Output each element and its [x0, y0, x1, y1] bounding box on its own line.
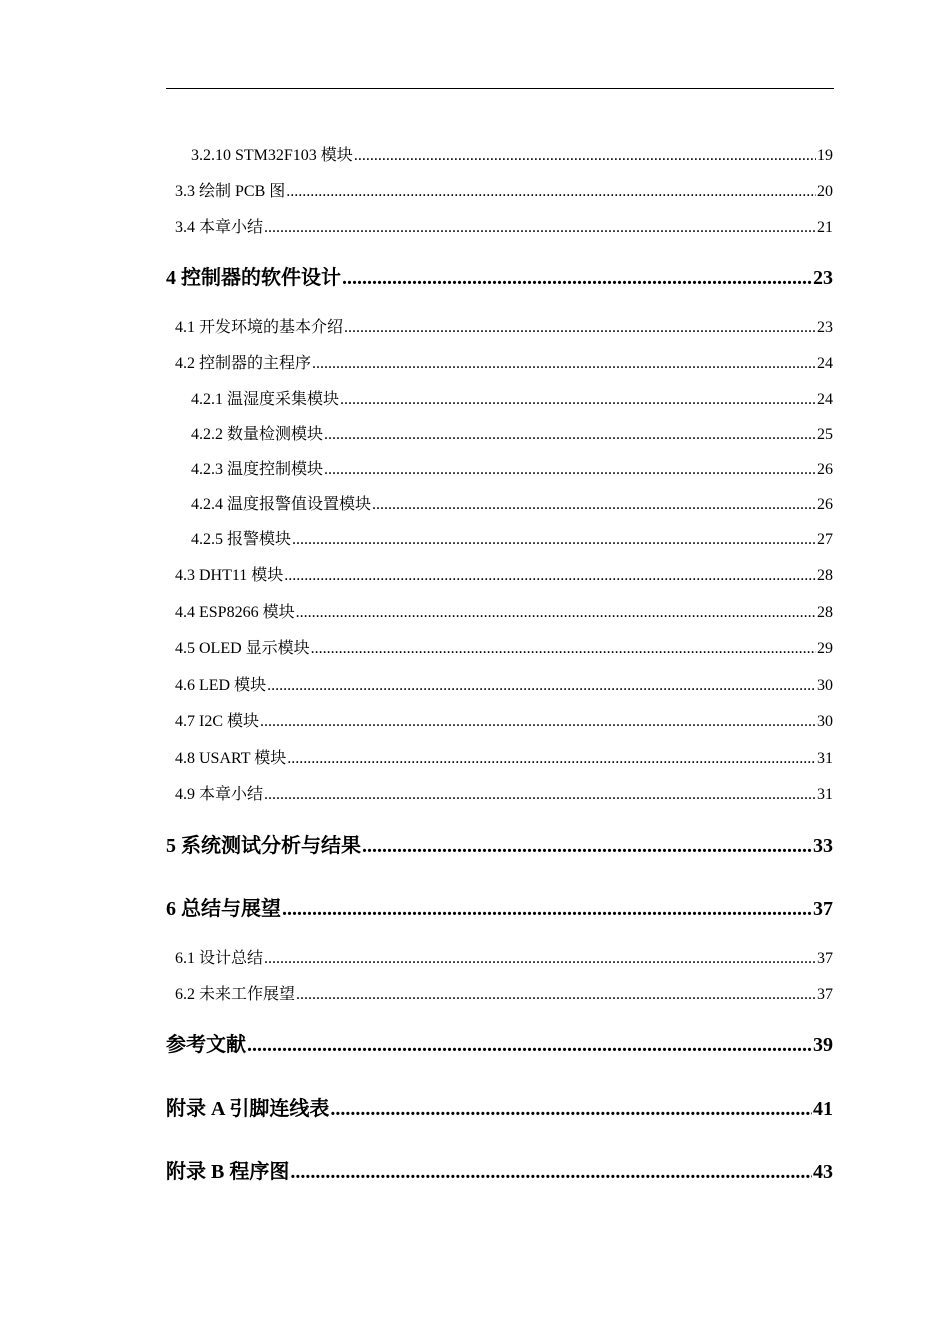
- toc-entry-page: 37: [817, 950, 833, 967]
- toc-appendix-a[interactable]: [166, 1099, 833, 1119]
- toc-entry-page: 26: [817, 496, 833, 513]
- toc-dot-leader: [264, 951, 816, 967]
- toc-entry-page: 27: [817, 531, 833, 548]
- toc-dot-leader: [290, 1162, 812, 1182]
- toc-entry-title: 4.2.4 温度报警值设置模块: [191, 496, 372, 513]
- toc-entry-4-9[interactable]: [175, 787, 833, 803]
- toc-dot-leader: [284, 568, 816, 584]
- toc-entry-title: 参考文献: [166, 1034, 246, 1056]
- toc-dot-leader: [264, 787, 816, 803]
- toc-entry-page: 37: [813, 898, 833, 920]
- toc-entry-title: 3.4 本章小结: [175, 219, 264, 236]
- toc-entry-4-2-1[interactable]: [191, 392, 833, 408]
- toc-dot-leader: [264, 220, 816, 236]
- toc-dot-leader: [311, 641, 816, 657]
- toc-entry-title: 4.2.3 温度控制模块: [191, 461, 324, 478]
- toc-references[interactable]: [166, 1035, 833, 1055]
- toc-dot-leader: [344, 320, 816, 336]
- toc-dot-leader: [324, 462, 816, 478]
- toc-entry-page: 24: [817, 355, 833, 372]
- toc-entry-page: 19: [817, 147, 833, 164]
- toc-entry-4-2-3[interactable]: [191, 462, 833, 478]
- toc-entry-title: 4.9 本章小结: [175, 786, 264, 803]
- toc-dot-leader: [292, 532, 816, 548]
- toc-dot-leader: [342, 268, 812, 288]
- toc-entry-4-3[interactable]: [175, 568, 833, 584]
- toc-entry-page: 30: [817, 713, 833, 730]
- toc-entry-4-2-5[interactable]: [191, 532, 833, 548]
- toc-entry-6-2[interactable]: [175, 987, 833, 1003]
- toc-entry-page: 20: [817, 183, 833, 200]
- toc-entry-page: 37: [817, 986, 833, 1003]
- toc-entry-title: 附录 A 引脚连线表: [166, 1098, 330, 1120]
- toc-entry-title: 4.8 USART 模块: [175, 750, 287, 767]
- toc-chapter-4[interactable]: [166, 268, 833, 288]
- toc-entry-4-2-4[interactable]: [191, 497, 833, 513]
- toc-entry-page: 31: [817, 786, 833, 803]
- toc-dot-leader: [286, 184, 816, 200]
- toc-entry-title: 6.2 未来工作展望: [175, 986, 296, 1003]
- toc-entry-page: 23: [813, 267, 833, 289]
- toc-dot-leader: [312, 356, 816, 372]
- toc-entry-title: 4.2.2 数量检测模块: [191, 426, 324, 443]
- toc-entry-title: 5 系统测试分析与结果: [166, 835, 361, 857]
- toc-dot-leader: [296, 605, 816, 621]
- toc-dot-leader: [330, 1099, 812, 1119]
- toc-entry-title: 4.2 控制器的主程序: [175, 355, 312, 372]
- toc-entry-title: 3.2.10 STM32F103 模块: [191, 147, 353, 164]
- toc-entry-4-5[interactable]: [175, 641, 833, 657]
- toc-entry-page: 21: [817, 219, 833, 236]
- toc-dot-leader: [324, 427, 816, 443]
- toc-entry-title: 4.3 DHT11 模块: [175, 567, 284, 584]
- toc-entry-page: 29: [817, 640, 833, 657]
- toc-appendix-b[interactable]: [166, 1162, 833, 1182]
- toc-entry-title: 4.5 OLED 显示模块: [175, 640, 310, 657]
- toc-entry-page: 33: [813, 835, 833, 857]
- toc-dot-leader: [340, 392, 816, 408]
- toc-entry-title: 附录 B 程序图: [166, 1161, 290, 1183]
- toc-entry-page: 43: [813, 1161, 833, 1183]
- toc-dot-leader: [296, 987, 816, 1003]
- toc-entry-title: 4.1 开发环境的基本介绍: [175, 319, 344, 336]
- toc-entry-title: 6 总结与展望: [166, 898, 281, 920]
- toc-entry-page: 30: [817, 677, 833, 694]
- toc-entry-4-8[interactable]: [175, 751, 833, 767]
- toc-dot-leader: [372, 497, 816, 513]
- toc-dot-leader: [362, 836, 812, 856]
- toc-dot-leader: [267, 678, 816, 694]
- toc-entry-title: 4 控制器的软件设计: [166, 267, 341, 289]
- toc-entry-title: 4.7 I2C 模块: [175, 713, 260, 730]
- toc-entry-title: 4.6 LED 模块: [175, 677, 267, 694]
- toc-entry-4-7[interactable]: [175, 714, 833, 730]
- toc-entry-4-1[interactable]: [175, 320, 833, 336]
- toc-entry-page: 23: [817, 319, 833, 336]
- toc-entry-3-4[interactable]: [175, 220, 833, 236]
- toc-entry-title: 3.3 绘制 PCB 图: [175, 183, 286, 200]
- toc-entry-page: 39: [813, 1034, 833, 1056]
- toc-dot-leader: [354, 148, 816, 164]
- toc-entry-4-6[interactable]: [175, 678, 833, 694]
- toc-entry-3-3[interactable]: [175, 184, 833, 200]
- toc-chapter-5[interactable]: [166, 836, 833, 856]
- toc-entry-title: 4.2.5 报警模块: [191, 531, 292, 548]
- toc-dot-leader: [282, 899, 812, 919]
- toc-entry-page: 25: [817, 426, 833, 443]
- toc-entry-page: 28: [817, 604, 833, 621]
- toc-entry-title: 6.1 设计总结: [175, 950, 264, 967]
- toc-entry-title: 4.2.1 温湿度采集模块: [191, 391, 340, 408]
- toc-entry-3-2-10[interactable]: [191, 148, 833, 164]
- toc-entry-4-2-2[interactable]: [191, 427, 833, 443]
- toc-entry-4-2[interactable]: [175, 356, 833, 372]
- toc-entry-6-1[interactable]: [175, 951, 833, 967]
- toc-entry-page: 41: [813, 1098, 833, 1120]
- toc-chapter-6[interactable]: [166, 899, 833, 919]
- toc-entry-page: 26: [817, 461, 833, 478]
- toc-entry-title: 4.4 ESP8266 模块: [175, 604, 295, 621]
- toc-entry-page: 24: [817, 391, 833, 408]
- toc-dot-leader: [260, 714, 816, 730]
- toc-entry-page: 28: [817, 567, 833, 584]
- toc-entry-page: 31: [817, 750, 833, 767]
- toc-dot-leader: [247, 1035, 812, 1055]
- toc-dot-leader: [287, 751, 816, 767]
- toc-entry-4-4[interactable]: [175, 605, 833, 621]
